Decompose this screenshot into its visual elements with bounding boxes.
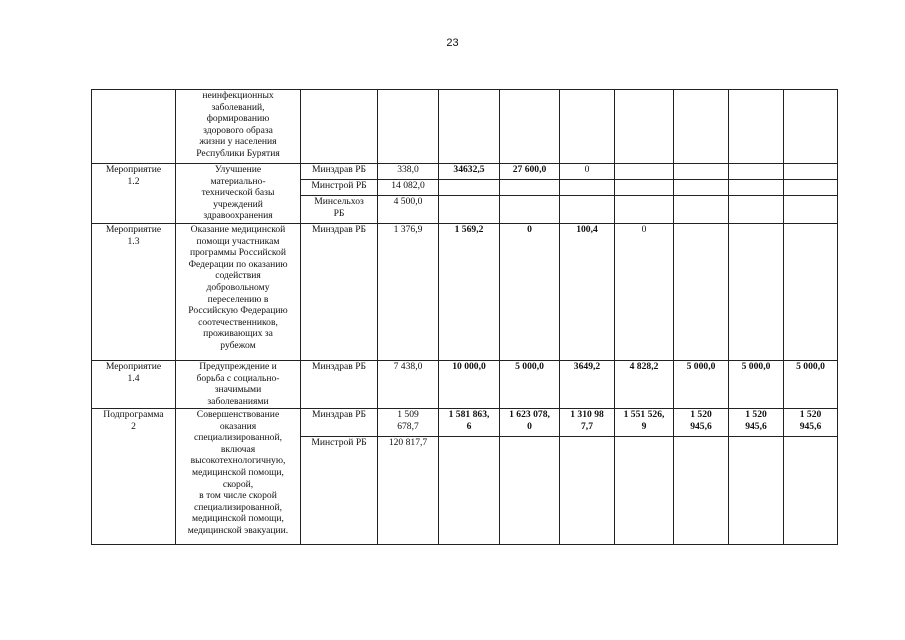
- table-cell: [378, 196, 439, 224]
- cell-text-line: программы Российской: [190, 247, 286, 259]
- cell-text-line: учреждений: [213, 198, 263, 210]
- cell-text-line: жизни у населения: [199, 136, 277, 148]
- cell-text-line: высокотехнологичную,: [190, 455, 286, 467]
- table-cell: [439, 180, 500, 196]
- cell-text-line: 0: [527, 224, 532, 235]
- table-cell: [615, 90, 674, 164]
- cell-text-line: Минздрав РБ: [311, 164, 367, 175]
- cell-text-line: медицинской помощи,: [192, 466, 284, 478]
- cell-text-line: Мероприятие: [105, 164, 162, 175]
- cell-text-line: 4 828,2: [629, 361, 659, 372]
- cell-text-line: Минстрой РБ: [311, 437, 367, 448]
- cell-text-line: Федерации по оказанию: [188, 258, 288, 270]
- cell-text-line: 27 600,0: [512, 164, 547, 175]
- table-cell: [378, 409, 439, 437]
- cell-text-line: материально-: [210, 175, 266, 187]
- table-cell: [615, 409, 674, 437]
- cell-text-line: 34632,5: [453, 164, 485, 175]
- table-cell: [615, 164, 674, 180]
- table-cell: [560, 409, 615, 437]
- cell-text-line: формированию: [206, 113, 270, 125]
- cell-text-line: 7 438,0: [393, 361, 423, 372]
- cell-text-line: соотечественников,: [198, 316, 278, 328]
- table-cell: [301, 164, 378, 180]
- cell-text-line: помощи участникам: [196, 235, 280, 247]
- table-cell: [92, 164, 176, 224]
- table-cell: [560, 437, 615, 545]
- table-cell: [784, 224, 838, 361]
- table-cell: [500, 361, 560, 409]
- cell-text-line: 6: [466, 420, 472, 432]
- cell-text-line: Российскую Федерацию: [188, 305, 288, 317]
- cell-text-line: технической базы: [201, 187, 275, 199]
- table-row: [92, 361, 838, 409]
- table-cell: [729, 196, 784, 224]
- table-cell: [674, 224, 729, 361]
- table-cell: [378, 361, 439, 409]
- table-cell: [674, 164, 729, 180]
- cell-text-line: Улучшение: [214, 164, 262, 175]
- cell-text-line: 9: [641, 420, 647, 432]
- cell-text-line: Мероприятие: [105, 361, 162, 372]
- cell-text-line: 3649,2: [573, 361, 601, 372]
- table-cell: [92, 361, 176, 409]
- cell-text-line: РБ: [333, 207, 345, 219]
- table-cell: [615, 361, 674, 409]
- table-row: [92, 409, 838, 437]
- table-cell: [560, 180, 615, 196]
- cell-text-line: 0: [527, 420, 532, 432]
- cell-text-line: 0: [641, 224, 647, 235]
- table-cell: [439, 196, 500, 224]
- cell-text-line: специализированной,: [194, 432, 282, 444]
- cell-text-line: проживающих за: [203, 328, 273, 340]
- table-row: [92, 164, 838, 180]
- cell-text-line: 945,6: [690, 420, 712, 432]
- cell-text-line: 10 000,0: [452, 361, 486, 372]
- cell-text-line: 1 520: [799, 409, 822, 420]
- cell-text-line: заболеваний,: [211, 101, 265, 113]
- table-cell: [378, 437, 439, 545]
- cell-text-line: 5 000,0: [796, 361, 825, 372]
- cell-text-line: Минсельхоз: [314, 196, 364, 207]
- table-cell: [560, 361, 615, 409]
- cell-text-line: специализированной,: [194, 501, 282, 513]
- table-cell: [176, 361, 301, 409]
- table-cell: [615, 437, 674, 545]
- cell-text-line: неинфекционных: [202, 90, 274, 101]
- cell-text-line: рубежом: [220, 339, 256, 351]
- table-cell: [500, 180, 560, 196]
- table-cell: [500, 409, 560, 437]
- table-cell: [439, 409, 500, 437]
- cell-text-line: 1.3: [127, 235, 140, 247]
- table-cell: [301, 361, 378, 409]
- table-cell: [674, 361, 729, 409]
- table-cell: [92, 409, 176, 545]
- cell-text-line: 1 509: [397, 409, 419, 420]
- table-cell: [729, 409, 784, 437]
- table-cell: [439, 361, 500, 409]
- cell-text-line: добровольному: [206, 281, 270, 293]
- table-cell: [729, 90, 784, 164]
- cell-text-line: 1 551 526,: [623, 409, 665, 420]
- table-cell: [784, 196, 838, 224]
- table-cell: [301, 409, 378, 437]
- cell-text-line: Минздрав РБ: [311, 224, 367, 235]
- table-cell: [301, 437, 378, 545]
- table-cell: [176, 224, 301, 361]
- table-cell: [439, 90, 500, 164]
- table-cell: [729, 180, 784, 196]
- cell-text-line: 1 376,9: [393, 224, 423, 235]
- cell-text-line: переселению в: [207, 293, 269, 305]
- cell-text-line: Минздрав РБ: [311, 409, 367, 420]
- cell-text-line: 1 569,2: [454, 224, 484, 235]
- table-cell: [784, 90, 838, 164]
- cell-text-line: 100,4: [576, 224, 598, 235]
- table-cell: [378, 224, 439, 361]
- cell-text-line: 4 500,0: [393, 196, 423, 207]
- page-number: 23: [446, 37, 459, 49]
- table-cell: [674, 196, 729, 224]
- table-cell: [301, 180, 378, 196]
- table-cell: [729, 437, 784, 545]
- table-cell: [674, 180, 729, 196]
- cell-text-line: скорой,: [222, 478, 254, 490]
- cell-text-line: Оказание медицинской: [190, 224, 286, 235]
- cell-text-line: значимыми: [214, 384, 262, 396]
- cell-text-line: 7,7: [581, 420, 593, 432]
- cell-text-line: 945,6: [745, 420, 767, 432]
- cell-text-line: 1 520: [745, 409, 767, 420]
- table-cell: [729, 224, 784, 361]
- cell-text-line: 14 082,0: [391, 180, 425, 191]
- cell-text-line: 1 520: [690, 409, 712, 420]
- table-cell: [92, 90, 176, 164]
- cell-text-line: здравоохранения: [203, 210, 273, 222]
- cell-text-line: 1 581 863,: [448, 409, 490, 420]
- table-cell: [439, 437, 500, 545]
- table-cell: [176, 409, 301, 545]
- cell-text-line: здорового образа: [203, 124, 273, 136]
- table-cell: [439, 224, 500, 361]
- cell-text-line: 1.2: [127, 175, 140, 187]
- table-cell: [378, 90, 439, 164]
- cell-text-line: 1.4: [127, 372, 140, 384]
- table-cell: [560, 224, 615, 361]
- table-cell: [729, 361, 784, 409]
- table-row: [92, 224, 838, 361]
- table-cell: [615, 196, 674, 224]
- cell-text-line: медицинской помощи,: [192, 513, 284, 525]
- cell-text-line: Минстрой РБ: [311, 180, 367, 191]
- cell-text-line: в том числе скорой: [199, 490, 277, 502]
- table-cell: [560, 90, 615, 164]
- cell-text-line: заболеваниями: [207, 395, 269, 407]
- cell-text-line: 1 310 98: [570, 409, 604, 420]
- cell-text-line: медицинской эвакуации.: [187, 524, 289, 536]
- cell-text-line: 1 623 078,: [509, 409, 550, 420]
- cell-text-line: 945,6: [799, 420, 822, 432]
- table-cell: [784, 180, 838, 196]
- cell-text-line: содействия: [215, 270, 261, 282]
- table-cell: [784, 164, 838, 180]
- cell-text-line: оказания: [219, 420, 257, 432]
- cell-text-line: Республики Бурятия: [196, 147, 280, 159]
- cell-text-line: Совершенствование: [196, 409, 280, 420]
- cell-text-line: 5 000,0: [515, 361, 544, 372]
- table-cell: [674, 90, 729, 164]
- table-cell: [674, 437, 729, 545]
- table-cell: [301, 224, 378, 361]
- cell-text-line: 5 000,0: [741, 361, 771, 372]
- table-cell: [784, 361, 838, 409]
- table-cell: [301, 196, 378, 224]
- table-cell: [92, 224, 176, 361]
- table-cell: [784, 437, 838, 545]
- table-row: [92, 90, 838, 164]
- cell-text-line: 5 000,0: [686, 361, 716, 372]
- table-cell: [729, 164, 784, 180]
- cell-text-line: 2: [131, 420, 136, 432]
- table-cell: [439, 164, 500, 180]
- table-cell: [301, 90, 378, 164]
- cell-text-line: Подпрограмма: [103, 409, 164, 420]
- table-cell: [176, 90, 301, 164]
- budget-table: [91, 89, 838, 545]
- table-cell: [176, 164, 301, 224]
- table-cell: [500, 437, 560, 545]
- table-cell: [500, 90, 560, 164]
- table-cell: [378, 164, 439, 180]
- table-cell: [560, 196, 615, 224]
- cell-text-line: Мероприятие: [105, 224, 162, 235]
- table-cell: [560, 164, 615, 180]
- table-cell: [500, 164, 560, 180]
- cell-text-line: Предупреждение и: [199, 361, 277, 372]
- table-cell: [500, 196, 560, 224]
- cell-text-line: 120 817,7: [388, 437, 428, 448]
- cell-text-line: 678,7: [397, 420, 419, 432]
- table-cell: [674, 409, 729, 437]
- table-cell: [784, 409, 838, 437]
- cell-text-line: борьба с социально-: [196, 372, 280, 384]
- cell-text-line: 0: [584, 164, 590, 175]
- cell-text-line: включая: [220, 443, 256, 455]
- table-cell: [615, 180, 674, 196]
- cell-text-line: Минздрав РБ: [311, 361, 367, 372]
- table-cell: [500, 224, 560, 361]
- table-cell: [378, 180, 439, 196]
- cell-text-line: 338,0: [397, 164, 419, 175]
- table-cell: [615, 224, 674, 361]
